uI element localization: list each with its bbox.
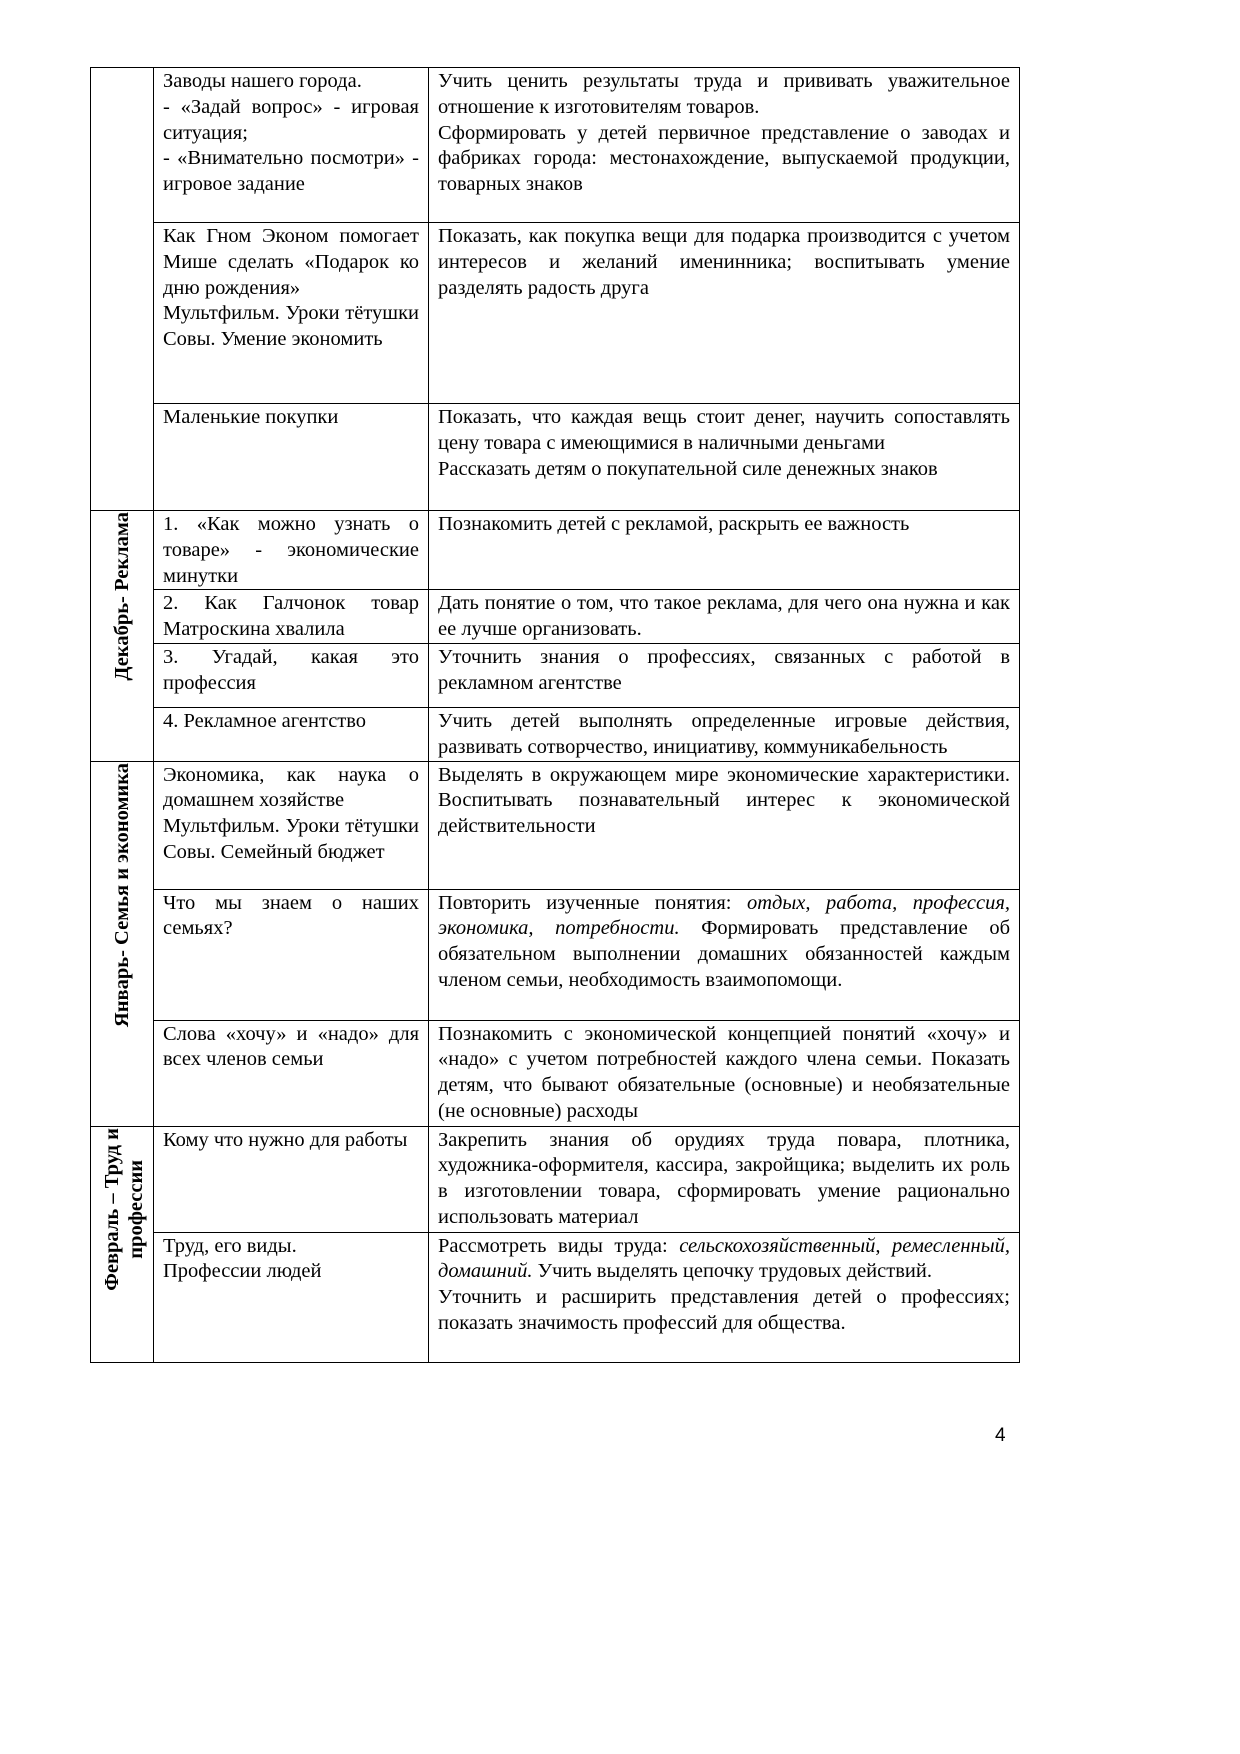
topic-cell: Как Гном Эконом помогает Мише сделать «Подарок ко дню рождения» Мультфильм. Уроки тётушки Совы. Умение экономить bbox=[154, 223, 429, 404]
table-row bbox=[91, 1020, 1020, 1126]
goal-text: Показать, как покупка вещи для подарка производится с учетом интересов и желаний именинника; воспитывать умение разделять радость друга bbox=[438, 225, 1010, 299]
month-cell bbox=[91, 761, 154, 1126]
month-label: Декабрь- Реклама bbox=[111, 512, 133, 681]
goal-cell bbox=[429, 643, 1020, 707]
goal-text: Закрепить знания об орудиях труда повара, плотника, художника-оформителя, кассира, закройщика; выделить их роль в изготовлении товара, сформировать умение рационально использовать материал bbox=[438, 1128, 1010, 1228]
table-row bbox=[91, 761, 1020, 889]
lesson-plan-table bbox=[90, 67, 1020, 1363]
goal-text: Формировать представление об обязательном выполнении домашних обязанностей каждым членом семьи, необходимость взаимопомощи. bbox=[438, 917, 1010, 991]
table-row bbox=[91, 643, 1020, 707]
month-label: Февраль – Труд и профессии bbox=[101, 1127, 147, 1291]
goal-cell bbox=[429, 707, 1020, 761]
goal-cell bbox=[429, 1020, 1020, 1126]
goal-cell bbox=[429, 511, 1020, 590]
table-row bbox=[91, 68, 1020, 223]
topic-cell: Маленькие покупки bbox=[154, 404, 429, 511]
goal-cell bbox=[429, 223, 1020, 404]
goal-text: Учить выделять цепочку трудовых действий. Уточнить и расширить представления детей о профессиях; показать значимость профессий для общества. bbox=[438, 1260, 1010, 1334]
topic-cell: Что мы знаем о наших семьях? bbox=[154, 889, 429, 1020]
goal-cell bbox=[429, 889, 1020, 1020]
table-row bbox=[91, 223, 1020, 404]
goal-text: Познакомить детей с рекламой, раскрыть ее важность bbox=[438, 513, 910, 535]
topic-cell: Заводы нашего города. - «Задай вопрос» - игровая ситуация; - «Внимательно посмотри» - игровое задание bbox=[154, 68, 429, 223]
month-label: Январь- Семья и экономика bbox=[111, 762, 133, 1027]
topic-cell: Экономика, как наука о домашнем хозяйстве Мультфильм. Уроки тётушки Совы. Семейный бюджет bbox=[154, 761, 429, 889]
table-row bbox=[91, 590, 1020, 644]
goal-text: Учить ценить результаты труда и прививать уважительное отношение к изготовителям товаров. Сформировать у детей первичное представление о заводах и фабриках города: местонахождение, выпускаемой продукции, товарных знаков bbox=[438, 70, 1010, 196]
goal-text: Рассмотреть виды труда: bbox=[438, 1234, 680, 1257]
goal-text-italic: сельскохозяйственный, ремесленный, домашний. bbox=[438, 1234, 1010, 1283]
goal-text-italic: отдых, работа, профессия, экономика, потребности. bbox=[438, 891, 1010, 940]
table-row bbox=[91, 404, 1020, 511]
goal-text: Познакомить с экономической концепцией понятий «хочу» и «надо» с учетом потребностей каждого члена семьи. Показать детям, что бывают обязательные (основные) и необязательные (не основные) расходы bbox=[438, 1022, 1010, 1122]
table-row bbox=[91, 511, 1020, 590]
topic-cell: Слова «хочу» и «надо» для всех членов семьи bbox=[154, 1020, 429, 1126]
table-row bbox=[91, 889, 1020, 1020]
goal-text: Показать, что каждая вещь стоит денег, научить сопоставлять цену товара с имеющимися в наличными деньгами Рассказать детям о покупательной силе денежных знаков bbox=[438, 406, 1010, 480]
topic-cell: 2. Как Галчонок товар Матроскина хвалила bbox=[154, 590, 429, 644]
goal-cell bbox=[429, 68, 1020, 223]
topic-cell: 3. Угадай, какая это профессия bbox=[154, 643, 429, 707]
goal-text: Выделять в окружающем мире экономические характеристики. Воспитывать познавательный интерес к экономической действительности bbox=[438, 763, 1010, 838]
topic-cell: 4. Рекламное агентство bbox=[154, 707, 429, 761]
goal-text: Дать понятие о том, что такое реклама, для чего она нужна и как ее лучше организовать. bbox=[438, 592, 1010, 641]
goal-text: Повторить изученные понятия: bbox=[438, 891, 747, 914]
goal-text: Уточнить знания о профессиях, связанных с работой в рекламном агентстве bbox=[438, 645, 1010, 694]
month-cell bbox=[91, 68, 154, 511]
topic-cell: Кому что нужно для работы bbox=[154, 1126, 429, 1232]
goal-cell bbox=[429, 404, 1020, 511]
goal-cell bbox=[429, 1232, 1020, 1362]
table-row bbox=[91, 1232, 1020, 1362]
table-row bbox=[91, 1126, 1020, 1232]
month-cell bbox=[91, 1126, 154, 1362]
month-cell bbox=[91, 511, 154, 762]
topic-cell: 1. «Как можно узнать о товаре» - экономические минутки bbox=[154, 511, 429, 590]
topic-cell: Труд, его виды. Профессии людей bbox=[154, 1232, 429, 1362]
table-row bbox=[91, 707, 1020, 761]
goal-cell bbox=[429, 1126, 1020, 1232]
goal-cell bbox=[429, 761, 1020, 889]
goal-text: Учить детей выполнять определенные игровые действия, развивать сотворчество, инициативу, коммуникабельность bbox=[438, 709, 1010, 758]
goal-cell bbox=[429, 590, 1020, 644]
page-number: 4 bbox=[995, 1425, 1006, 1446]
